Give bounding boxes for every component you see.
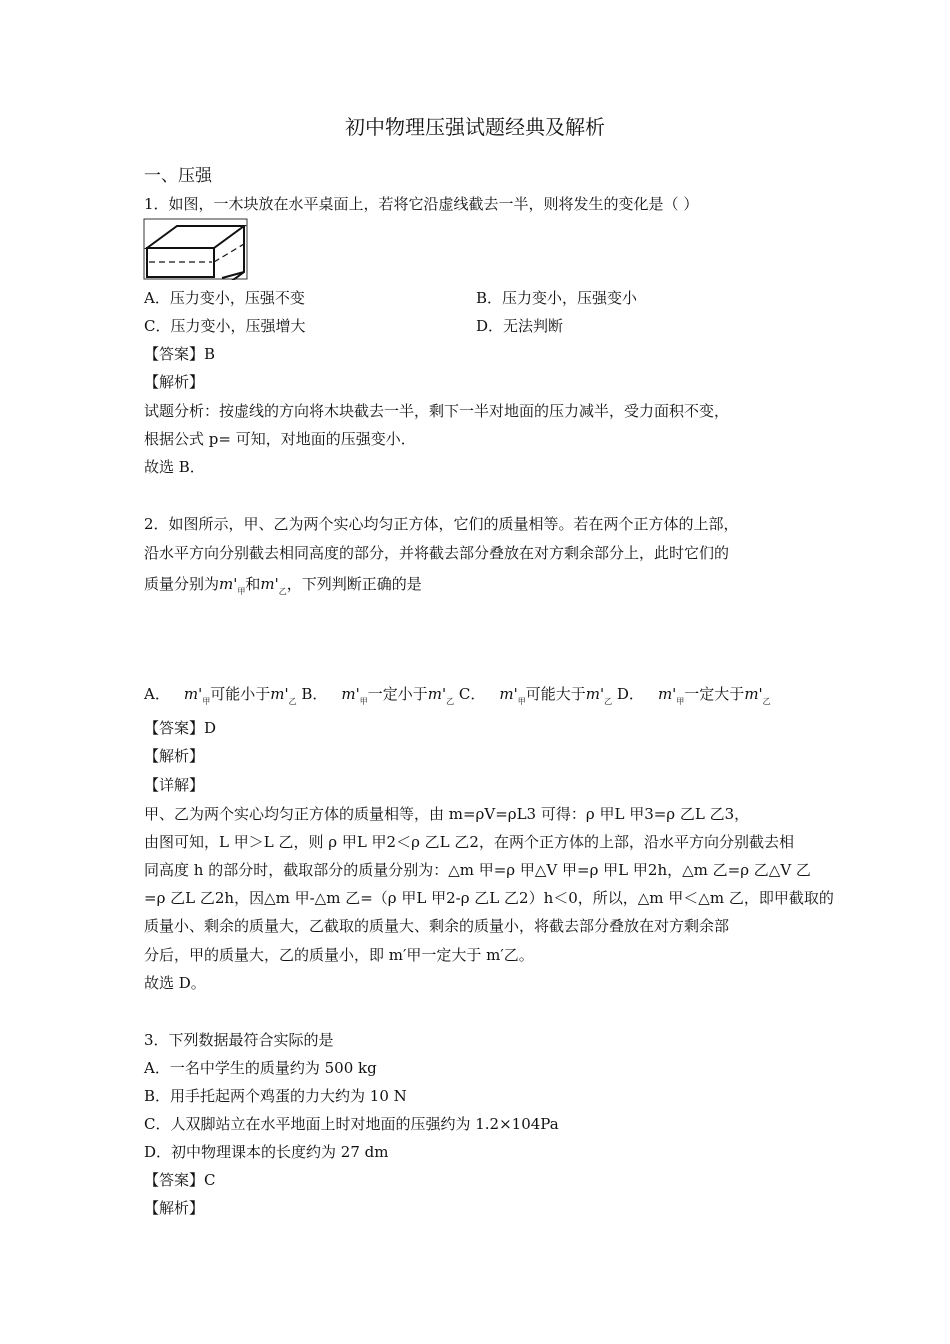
q1-analysis-line: 根据公式 p= 可知，对地面的压强变小． [144,430,416,448]
q1-option-a: A．压力变小，压强不变 [144,289,305,307]
q2-stem-line: 质量分别为$m'_甲$和$m'_乙$，下列判断正确的是 [144,575,422,596]
q3-option-a: A．一名中学生的质量约为 500 kg [144,1059,377,1077]
q2-detail-line: 故选 D。 [144,974,206,992]
q2-option-b: B． $m'_甲$一定小于$m'_乙$ [301,685,455,706]
q2-detail-line: 由图可知，L 甲＞L 乙，则 ρ 甲L 甲2＜ρ 乙L 乙2，在两个正方体的上部，沿水平方向分别截去相 [144,833,794,851]
q2-detail-line: 甲、乙为两个实心均匀正方体的质量相等，由 m=ρV=ρL3 可得：ρ 甲L 甲3=ρ 乙L 乙3， [144,805,750,823]
wood-block-figure [143,218,248,280]
page-title: 初中物理压强试题经典及解析 [345,115,605,139]
q1-stem: 1．如图，一木块放在水平桌面上，若将它沿虚线截去一半，则将发生的变化是（ ） [144,195,699,213]
q3-analysis-label: 【解析】 [144,1199,205,1217]
q2-detail-line: 同高度 h 的部分时，截取部分的质量分别为：△m 甲=ρ 甲△V 甲=ρ 甲L 甲2h，△m 乙=ρ 乙△V 乙 [144,861,811,879]
q2-options-row [144,684,771,707]
q1-analysis-line: 试题分析：按虚线的方向将木块截去一半，剩下一半对地面的压力减半，受力面积不变， [144,402,730,420]
q2-detail-line: 质量小、剩余的质量大，乙截取的质量大、剩余的质量小，将截去部分叠放在对方剩余部 [144,917,730,935]
q2-stem-line: 沿水平方向分别截去相同高度的部分，并将截去部分叠放在对方剩余部分上，此时它们的 [144,544,730,562]
q3-option-b: B．用手托起两个鸡蛋的力大约为 10 N [144,1087,407,1105]
q1-option-c: C．压力变小，压强增大 [144,317,306,335]
q3-stem: 3．下列数据最符合实际的是 [144,1031,334,1049]
q2-detail-line: 分后，甲的质量大，乙的质量小，即 m′甲一定大于 m′乙。 [144,946,534,964]
q2-option-c: C． $m'_甲$可能大于$m'_乙$ [458,685,613,706]
q2-answer: 【答案】D [144,719,217,737]
q1-option-d: D．无法判断 [476,317,564,335]
q1-answer: 【答案】B [144,345,216,363]
q1-analysis-line: 故选 B． [144,458,205,476]
q3-option-c: C．人双脚站立在水平地面上时对地面的压强约为 1.2×104Pa [144,1115,559,1133]
q3-answer: 【答案】C [144,1171,216,1189]
q2-option-a: A． $m'_甲$可能小于$m'_乙$ [144,685,297,706]
q1-analysis-label: 【解析】 [144,373,205,391]
q2-analysis-label: 【解析】 [144,747,205,765]
q2-detail-line: =ρ 乙L 乙2h，因△m 甲-△m 乙=（ρ 甲L 甲2-ρ 乙L 乙2）h＜0，所以，△m 甲＜△m 乙，即甲截取的 [144,889,834,907]
q2-detail-label: 【详解】 [144,776,205,794]
q2-option-d: D． $m'_甲$一定大于$m'_乙$ [616,685,771,706]
q2-stem-line: 2．如图所示，甲、乙为两个实心均匀正方体，它们的质量相等。若在两个正方体的上部， [144,515,739,533]
section-heading: 一、压强 [144,166,212,186]
q3-option-d: D．初中物理课本的长度约为 27 dm [144,1143,389,1161]
q1-option-b: B．压力变小，压强变小 [476,289,638,307]
